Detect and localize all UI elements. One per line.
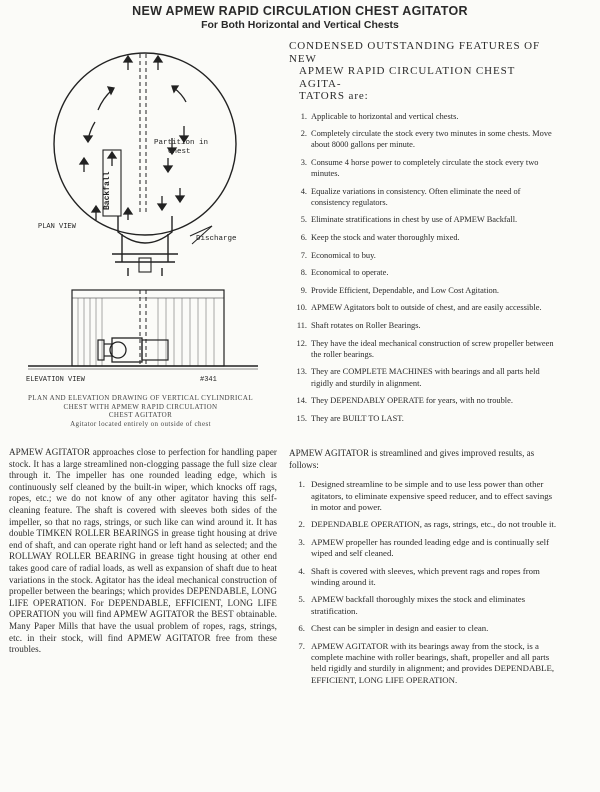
- list-item: [289, 186, 557, 208]
- plan-elevation-svg: [0, 40, 285, 435]
- item-text: They are BUILT TO LAST.: [311, 413, 404, 423]
- item-text: APMEW Agitators bolt to outside of chest, and are easily accessible.: [311, 303, 542, 313]
- features-heading-line: APMEW RAPID CIRCULATION CHEST AGITA-: [299, 65, 516, 90]
- results-list: [289, 479, 557, 686]
- item-text: Designed streamline to be simple and to use less power than other agitators, to eliminate expensive speed reducer, and to effect savings in motor and power.: [311, 479, 553, 512]
- partition-label-line1: Partition in: [154, 139, 209, 147]
- list-item: [289, 128, 557, 150]
- elevation-view-drawing: [28, 290, 258, 369]
- item-text: APMEW AGITATOR with its bearings away from the stock, is a complete machine with roller bearings, shaft, propeller and all parts held rigidly and sturdily in alignment; and provides DEPENDABLE, EFFICIENT, LONG LIFE OPERATION.: [311, 640, 555, 685]
- features-list: [289, 111, 557, 425]
- discharge-label: Discharge: [196, 235, 237, 243]
- item-number: 1.: [298, 479, 305, 490]
- list-item: [289, 338, 557, 360]
- drawing-caption: [8, 394, 273, 428]
- list-item: [289, 594, 557, 617]
- list-item: [289, 232, 557, 243]
- item-number: 4.: [298, 565, 305, 576]
- list-item: [289, 366, 557, 388]
- page-subtitle: For Both Horizontal and Vertical Chests: [201, 19, 399, 31]
- list-item: [289, 623, 557, 634]
- drawing-number: #341: [200, 376, 217, 384]
- item-number: 10.: [296, 303, 307, 313]
- item-number: 7.: [300, 250, 307, 260]
- item-number: 9.: [300, 285, 307, 295]
- item-text: DEPENDABLE OPERATION, as rags, strings, etc., do not trouble it.: [311, 519, 557, 530]
- item-number: 15.: [296, 413, 307, 423]
- item-number: 7.: [298, 640, 305, 651]
- list-item: [289, 285, 557, 296]
- caption-line: CHEST WITH APMEW RAPID CIRCULATION: [63, 402, 218, 411]
- item-number: 1.: [300, 111, 307, 121]
- item-number: 3.: [300, 157, 307, 167]
- item-text: Shaft is covered with sleeves, which prevent rags and ropes from winding around it.: [311, 565, 540, 588]
- list-item: [289, 157, 557, 179]
- backfall-label: Backfall: [103, 171, 112, 210]
- list-item: [289, 320, 557, 331]
- list-item: [289, 111, 557, 122]
- item-text: Consume 4 horse power to completely circulate the stock every two minutes.: [311, 157, 539, 179]
- plan-view-label: PLAN VIEW: [38, 223, 76, 231]
- item-text: Economical to operate.: [311, 268, 389, 278]
- item-text: Provide Efficient, Dependable, and Low Cost Agitation.: [311, 285, 500, 295]
- item-number: 6.: [300, 233, 307, 243]
- item-number: 2.: [298, 519, 305, 530]
- chest-plan-circle: [54, 53, 236, 235]
- item-text: Keep the stock and water thoroughly mixed.: [311, 233, 460, 243]
- list-item: [289, 566, 557, 589]
- list-item: [289, 413, 557, 424]
- list-item: [289, 479, 557, 513]
- list-item: [289, 395, 557, 406]
- features-section: [289, 40, 557, 430]
- list-item: [289, 519, 557, 530]
- list-item: [289, 537, 557, 560]
- item-number: 11.: [296, 321, 307, 331]
- page-header: [0, 0, 600, 31]
- item-text: APMEW propeller has rounded leading edge and is continually self wiped and self cleaned.: [311, 536, 550, 559]
- caption-line: Agitator located entirely on outside of chest: [70, 419, 211, 428]
- item-text: Completely circulate the stock every two minutes in some chests. Move about 8000 gallons per minute.: [311, 129, 552, 150]
- item-text: They are COMPLETE MACHINES with bearings and all parts held rigidly and sturdily in alignment.: [311, 367, 540, 388]
- item-number: 6.: [298, 623, 305, 634]
- page-title: NEW APMEW RAPID CIRCULATION CHEST AGITATOR: [132, 4, 468, 18]
- item-number: 2.: [300, 129, 307, 139]
- item-number: 5.: [300, 215, 307, 225]
- list-item: [289, 302, 557, 313]
- item-number: 8.: [300, 268, 307, 278]
- list-item: [289, 250, 557, 261]
- item-text: Economical to buy.: [311, 250, 376, 260]
- item-number: 5.: [298, 594, 305, 605]
- description-paragraph: APMEW AGITATOR approaches close to perfection for handling paper stock. It has a large streamlined non-clogging passage the full size clear through it. The impeller has one rounded leading edge, which is continuously self cleaned by the built-in wiper, which knocks off rags, ropes, etc.; we do not know of any other agitator having this self-cleaning feature. The shaft is covered with sleeves both sides of the impeller, so that no rags, strings, or such like can wind around it. It has double TIMKEN ROLLER BEARINGS in grease tight housing at drive end of shaft, and can operate right hand or left hand as selected; and the ROLLWAY ROLLER BEARING in grease tight housing at other end takes good care of radial loads, as well as expansion of shaft due to heat variations in the stock. Agitator has the ideal mechanical construction of propeller between the bearings; which provides DEPENDABLE, LONG LIFE OPERATION. For DEPENDABLE, EFFICIENT, LONG LIFE OPERATION you will find APMEW AGITATOR the BEST obtainable. Many Paper Mills that have the usual problem of ropes, rags, strings, etc. in their stock, will find APMEW AGITATOR free from these troubles.: [9, 447, 277, 655]
- item-text: Chest can be simpler in design and easier to clean.: [311, 623, 489, 634]
- features-heading-line: CONDENSED OUTSTANDING FEATURES OF NEW: [289, 40, 540, 65]
- caption-line: PLAN AND ELEVATION DRAWING OF VERTICAL CYLINDRICAL: [28, 394, 253, 402]
- partition-label-line2: Chest: [168, 148, 191, 156]
- elevation-view-label: ELEVATION VIEW: [26, 376, 85, 384]
- results-lead: APMEW AGITATOR is streamlined and gives improved results, as follows:: [289, 448, 535, 470]
- item-text: APMEW backfall thoroughly mixes the stock and eliminates stratification.: [311, 594, 526, 616]
- item-text: Applicable to horizontal and vertical chests.: [311, 111, 459, 121]
- item-number: 14.: [296, 396, 307, 406]
- list-item: [289, 214, 557, 225]
- item-text: They have the ideal mechanical construction of screw propeller between the roller bearings.: [311, 338, 554, 359]
- item-number: 13.: [296, 367, 307, 377]
- results-section: [289, 448, 557, 692]
- list-item: [289, 267, 557, 278]
- item-number: 3.: [298, 536, 305, 547]
- list-item: [289, 641, 557, 687]
- item-number: 4.: [300, 186, 307, 196]
- features-heading-line: TATORS are:: [299, 90, 369, 102]
- item-text: Eliminate stratifications in chest by use of APMEW Backfall.: [311, 215, 518, 225]
- item-text: They DEPENDABLY OPERATE for years, with no trouble.: [311, 396, 513, 406]
- item-text: Shaft rotates on Roller Bearings.: [311, 321, 421, 331]
- item-text: Equalize variations in consistency. Often eliminate the need of consistency regulators.: [311, 186, 521, 207]
- agitator-drawing: [0, 40, 285, 435]
- features-heading: [289, 40, 557, 103]
- item-number: 12.: [296, 338, 307, 348]
- caption-line: CHEST AGITATOR: [108, 411, 173, 420]
